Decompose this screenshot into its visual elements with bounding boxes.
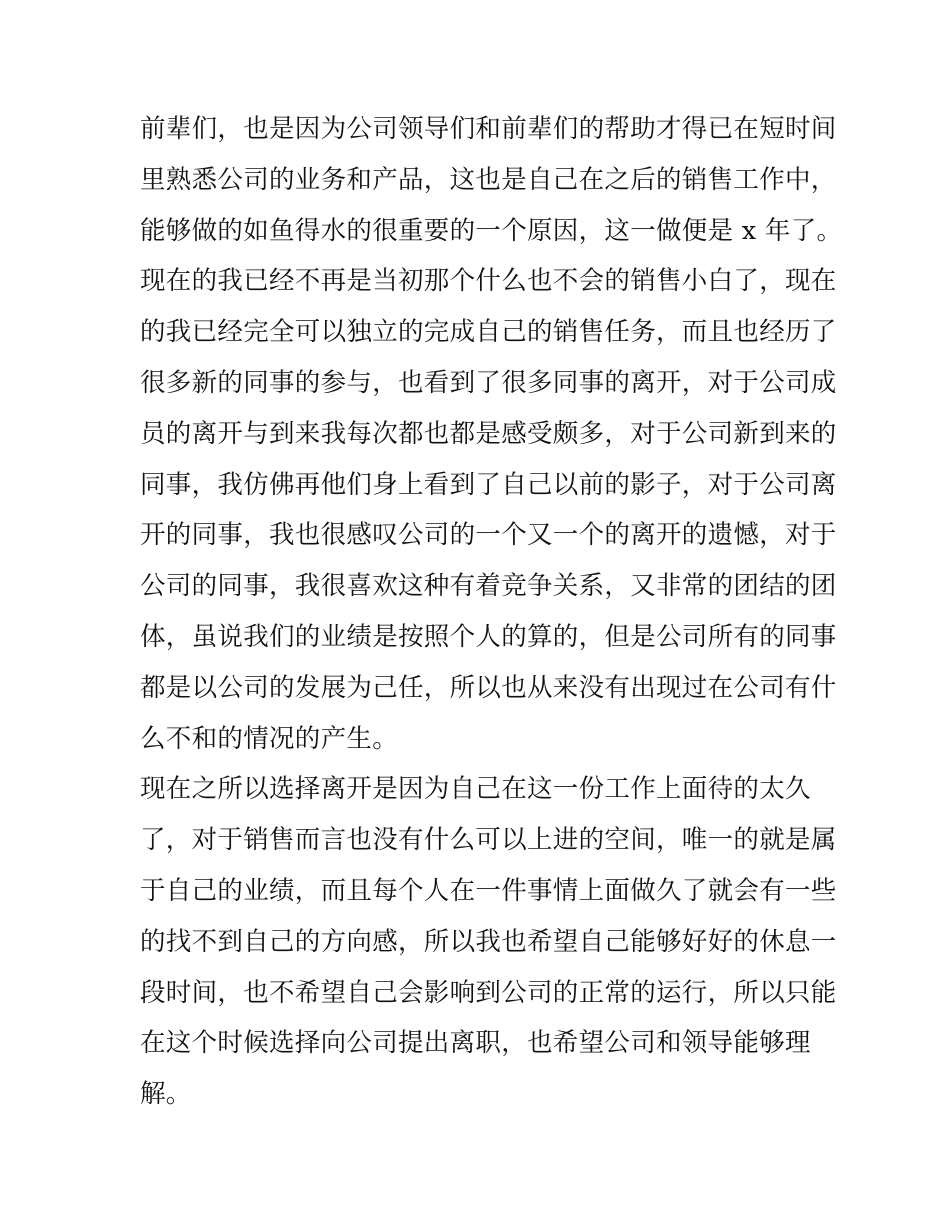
text-line: 体，虽说我们的业绩是按照个人的算的，但是公司所有的同事 xyxy=(140,621,837,652)
text-line: 段时间，也不希望自己会影响到公司的正常的运行，所以只能 xyxy=(140,977,837,1008)
text-line: 同事，我仿佛再他们身上看到了自己以前的影子，对于公司离 xyxy=(140,469,837,500)
text-line: 里熟悉公司的业务和产品，这也是自己在之后的销售工作中， xyxy=(140,164,837,195)
text-line: 于自己的业绩，而且每个人在一件事情上面做久了就会有一些 xyxy=(140,875,837,906)
text-line: 员的离开与到来我每次都也都是感受颇多，对于公司新到来的 xyxy=(140,418,837,449)
text-line: 都是以公司的发展为己任，所以也从来没有出现过在公司有什 xyxy=(140,672,837,703)
text-line: 现在之所以选择离开是因为自己在这一份工作上面待的太久 xyxy=(140,774,811,805)
text-line: 能够做的如鱼得水的很重要的一个原因，这一做便是 x 年了。 xyxy=(140,215,843,246)
text-line: 么不和的情况的产生。 xyxy=(140,723,399,754)
text-line: 的我已经完全可以独立的完成自己的销售任务，而且也经历了 xyxy=(140,317,837,348)
text-line: 现在的我已经不再是当初那个什么也不会的销售小白了，现在 xyxy=(140,266,837,297)
body-text xyxy=(140,104,843,1120)
text-line: 的找不到自己的方向感，所以我也希望自己能够好好的休息一 xyxy=(140,926,837,957)
text-line: 很多新的同事的参与，也看到了很多同事的离开，对于公司成 xyxy=(140,367,837,398)
text-line: 解。 xyxy=(140,1079,192,1110)
text-line: 公司的同事，我很喜欢这种有着竞争关系，又非常的团结的团 xyxy=(140,571,837,602)
text-line: 了，对于销售而言也没有什么可以上进的空间，唯一的就是属 xyxy=(140,825,837,856)
text-line: 在这个时候选择向公司提出离职，也希望公司和领导能够理 xyxy=(140,1028,811,1059)
text-line: 前辈们，也是因为公司领导们和前辈们的帮助才得已在短时间 xyxy=(140,114,837,144)
text-line: 开的同事，我也很感叹公司的一个又一个的离开的遗憾，对于 xyxy=(140,520,837,551)
